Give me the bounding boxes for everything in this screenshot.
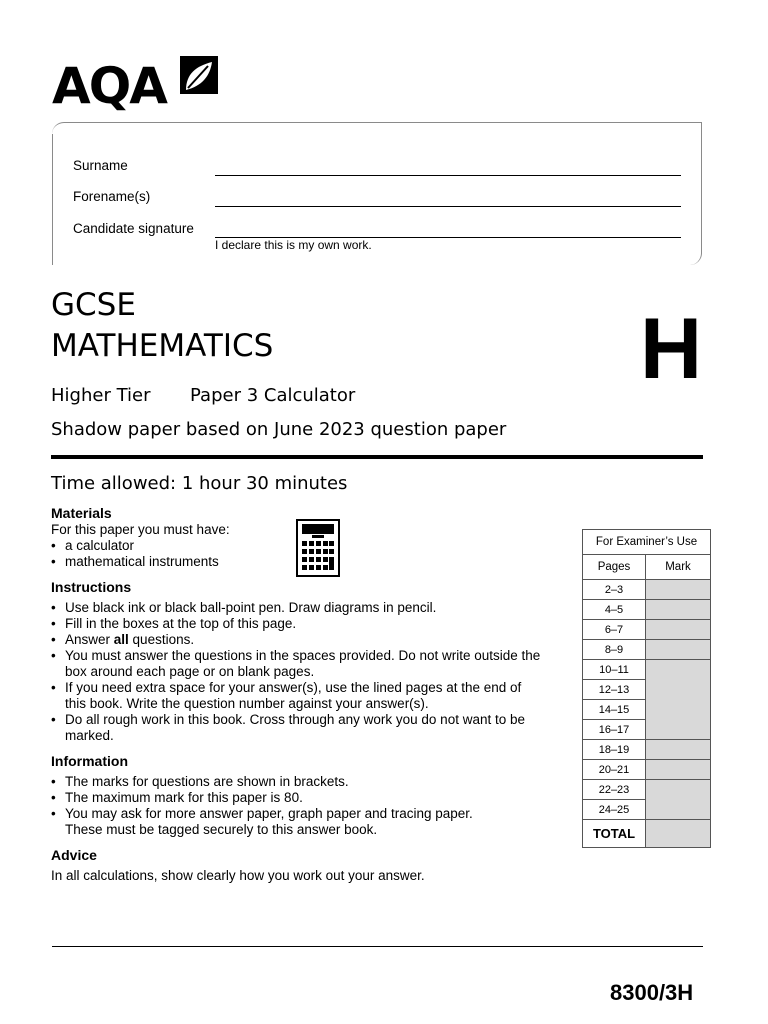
list-item: • Use black ink or black ball-point pen. Draw diagrams in pencil. [51, 600, 541, 616]
examiner-use-table [582, 529, 711, 848]
instructions-heading: Instructions [51, 579, 132, 595]
pages-cell: 2–3 [583, 580, 646, 600]
mark-column-header: Mark [646, 555, 711, 580]
pages-cell: 12–13 [583, 680, 646, 700]
pages-cell: 4–5 [583, 600, 646, 620]
list-item: • Do all rough work in this book. Cross through any work you do not want to be marked. [51, 712, 541, 744]
materials-intro: For this paper you must have: [51, 522, 230, 537]
mark-cell[interactable] [646, 640, 711, 660]
materials-heading: Materials [51, 505, 112, 521]
instructions-list [51, 600, 541, 744]
advice-heading: Advice [51, 847, 97, 863]
mark-cell[interactable] [646, 760, 711, 780]
shadow-paper-note: Shadow paper based on June 2023 question paper [51, 419, 507, 440]
table-row [583, 660, 711, 680]
information-list [51, 774, 511, 838]
answer-emphasis: all [113, 632, 129, 647]
candidate-box-left-edge [52, 134, 53, 265]
pages-cell: 16–17 [583, 720, 646, 740]
table-row [583, 740, 711, 760]
list-item: • If you need extra space for your answer(s), use the lined pages at the end of this book. Write the question number against your answer(s). [51, 680, 541, 712]
mark-cell[interactable] [646, 620, 711, 640]
pages-cell: 24–25 [583, 800, 646, 820]
pages-cell: 14–15 [583, 700, 646, 720]
surname-field[interactable] [215, 175, 681, 176]
table-row [583, 580, 711, 600]
title-divider [51, 455, 703, 459]
mark-cell[interactable] [646, 740, 711, 760]
list-item [51, 632, 541, 648]
pages-cell: 22–23 [583, 780, 646, 800]
list-item: • You must answer the questions in the spaces provided. Do not write outside the box around each page or on blank pages. [51, 648, 541, 680]
mark-cell[interactable] [646, 580, 711, 600]
list-item: • You may ask for more answer paper, graph paper and tracing paper. These must be tagged securely to this answer book. [51, 806, 511, 838]
table-row [583, 620, 711, 640]
total-label: TOTAL [583, 820, 646, 848]
answer-suffix: questions. [128, 632, 195, 647]
pages-cell: 6–7 [583, 620, 646, 640]
tier-label: Higher Tier [51, 385, 151, 406]
list-item: • The maximum mark for this paper is 80. [51, 790, 511, 806]
advice-text: In all calculations, show clearly how you work out your answer. [51, 868, 425, 883]
qualification-title: GCSE [51, 287, 136, 323]
list-item: • Fill in the boxes at the top of this page. [51, 616, 541, 632]
table-row [583, 780, 711, 800]
table-row [583, 600, 711, 620]
mark-cell[interactable] [646, 660, 711, 740]
declaration-text: I declare this is my own work. [215, 238, 372, 252]
signature-label: Candidate signature [73, 221, 194, 236]
list-item: • mathematical instruments [51, 554, 281, 570]
calculator-icon [296, 519, 340, 577]
forename-label: Forename(s) [73, 189, 151, 204]
aqa-leaf-icon [180, 56, 218, 94]
answer-prefix: Answer [65, 632, 114, 647]
materials-list [51, 538, 281, 570]
paper-label: Paper 3 Calculator [190, 385, 356, 406]
forename-field[interactable] [215, 206, 681, 207]
mark-cell[interactable] [646, 600, 711, 620]
table-row [583, 760, 711, 780]
list-item: • The marks for questions are shown in brackets. [51, 774, 511, 790]
pages-cell: 10–11 [583, 660, 646, 680]
time-allowed: Time allowed: 1 hour 30 minutes [51, 473, 348, 494]
information-heading: Information [51, 753, 128, 769]
subject-title: MATHEMATICS [51, 328, 274, 364]
mark-cell[interactable] [646, 780, 711, 820]
pages-column-header: Pages [583, 555, 646, 580]
examiner-table-title: For Examiner’s Use [583, 530, 711, 555]
table-row [583, 640, 711, 660]
footer-divider [52, 946, 703, 947]
pages-cell: 18–19 [583, 740, 646, 760]
paper-code: 8300/3H [610, 980, 694, 1005]
pages-cell: 8–9 [583, 640, 646, 660]
logo-text: AQA [52, 57, 166, 115]
pages-cell: 20–21 [583, 760, 646, 780]
list-item: • a calculator [51, 538, 281, 554]
total-mark-cell[interactable] [646, 820, 711, 848]
tier-letter: H [640, 301, 703, 397]
aqa-logo [52, 56, 222, 115]
table-row [583, 820, 711, 848]
surname-label: Surname [73, 158, 128, 173]
